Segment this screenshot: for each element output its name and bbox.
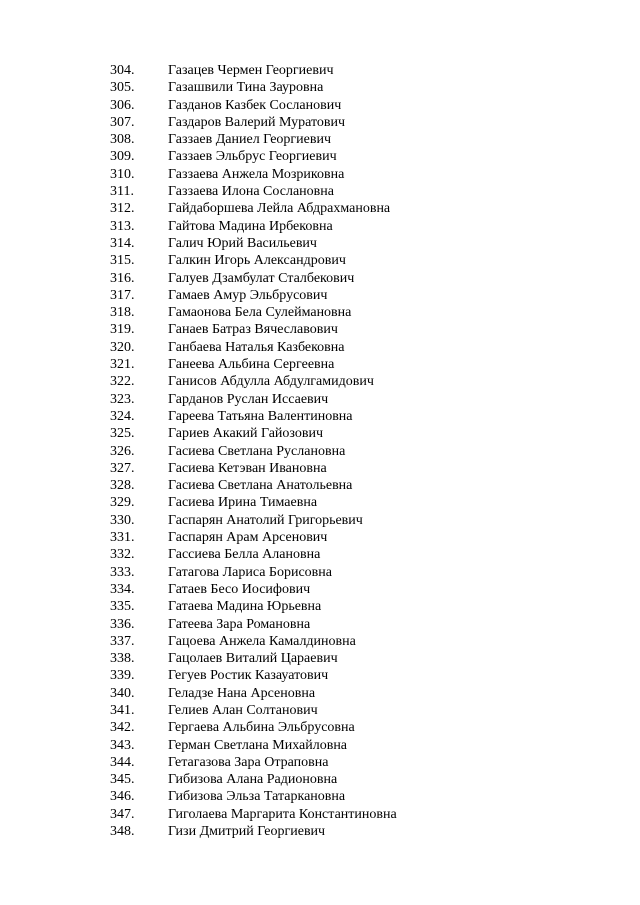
list-item-name: Ганбаева Наталья Казбековна [168, 339, 345, 355]
list-item-number: 333. [110, 564, 135, 580]
list-item-number: 348. [110, 824, 135, 840]
list-item-number: 317. [110, 287, 135, 303]
list-item-name: Галкин Игорь Александрович [168, 253, 346, 269]
list-item [110, 806, 397, 823]
list-item [110, 512, 397, 529]
list-item [110, 114, 397, 131]
list-item [110, 633, 397, 650]
list-item [110, 287, 397, 304]
list-item-number: 342. [110, 720, 135, 736]
list-item [110, 529, 397, 546]
list-item-number: 335. [110, 599, 135, 615]
list-item [110, 200, 397, 217]
list-item [110, 719, 397, 736]
list-item-number: 318. [110, 305, 135, 321]
list-item [110, 97, 397, 114]
list-item-name: Газданов Казбек Сосланович [168, 97, 342, 113]
list-item-number: 323. [110, 391, 135, 407]
list-item-name: Гамаонова Бела Сулеймановна [168, 305, 352, 321]
list-item-name: Газдаров Валерий Муратович [168, 114, 346, 130]
list-item-name: Газашвили Тина Зауровна [168, 80, 324, 96]
list-item-name: Гелиев Алан Солтанович [168, 702, 318, 718]
list-item-number: 329. [110, 495, 135, 511]
list-item [110, 788, 397, 805]
list-item-number: 306. [110, 97, 135, 113]
list-item-name: Гибизова Эльза Татаркановна [168, 789, 346, 805]
list-item-name: Гариев Акакий Гайозович [168, 426, 324, 442]
list-item-number: 336. [110, 616, 135, 632]
list-item-name: Ганисов Абдулла Абдулгамидович [168, 374, 374, 390]
list-item-name: Галич Юрий Васильевич [168, 235, 317, 251]
list-item-name: Гарданов Руслан Иссаевич [168, 391, 329, 407]
list-item-number: 313. [110, 218, 135, 234]
list-item [110, 339, 397, 356]
list-item-number: 326. [110, 443, 135, 459]
list-item-name: Гайдаборшева Лейла Абдрахмановна [168, 201, 391, 217]
list-item-number: 319. [110, 322, 135, 338]
list-item-number: 327. [110, 460, 135, 476]
list-item-number: 331. [110, 530, 135, 546]
list-item-name: Газзаев Эльбрус Георгиевич [168, 149, 337, 165]
list-item-name: Гареева Татьяна Валентиновна [168, 408, 353, 424]
list-item [110, 546, 397, 563]
list-item-name: Гатаева Мадина Юрьевна [168, 599, 322, 615]
list-item-number: 322. [110, 374, 135, 390]
list-item-name: Гасиева Светлана Анатольевна [168, 478, 353, 494]
list-item-number: 314. [110, 235, 135, 251]
list-item [110, 460, 397, 477]
list-item-name: Гаспарян Анатолий Григорьевич [168, 512, 363, 528]
list-item-name: Гибизова Алана Радионовна [168, 772, 338, 788]
list-item [110, 79, 397, 96]
list-item [110, 702, 397, 719]
list-item [110, 494, 397, 511]
list-item-name: Ганеева Альбина Сергеевна [168, 357, 335, 373]
list-item-name: Гассиева Белла Алановна [168, 547, 321, 563]
list-item-number: 309. [110, 149, 135, 165]
list-item-name: Гиголаева Маргарита Константиновна [168, 806, 397, 822]
list-item-number: 315. [110, 253, 135, 269]
list-item-name: Гегуев Ростик Казауатович [168, 668, 329, 684]
list-item-name: Гайтова Мадина Ирбековна [168, 218, 333, 234]
list-item [110, 737, 397, 754]
list-item-number: 341. [110, 702, 135, 718]
list-item-number: 328. [110, 478, 135, 494]
list-item [110, 823, 397, 840]
list-item-name: Газацев Чермен Георгиевич [168, 63, 334, 78]
list-item-name: Гаспарян Арам Арсенович [168, 530, 328, 546]
list-item-number: 339. [110, 668, 135, 684]
list-item-number: 338. [110, 651, 135, 667]
list-item-number: 320. [110, 339, 135, 355]
list-item [110, 754, 397, 771]
list-item-number: 324. [110, 408, 135, 424]
list-item-number: 311. [110, 184, 134, 200]
list-item [110, 252, 397, 269]
list-item-name: Гасиева Ирина Тимаевна [168, 495, 318, 511]
list-item-number: 343. [110, 737, 135, 753]
list-item [110, 650, 397, 667]
list-item-name: Гасиева Кетэван Ивановна [168, 460, 327, 476]
list-item [110, 581, 397, 598]
list-item [110, 218, 397, 235]
list-item-number: 316. [110, 270, 135, 286]
list-item [110, 235, 397, 252]
list-item-number: 340. [110, 685, 135, 701]
list-item-number: 305. [110, 80, 135, 96]
list-item [110, 598, 397, 615]
list-item-number: 337. [110, 633, 135, 649]
list-item [110, 667, 397, 684]
list-item-name: Гатагова Лариса Борисовна [168, 564, 332, 580]
list-item-number: 321. [110, 357, 135, 373]
list-item [110, 685, 397, 702]
list-item [110, 616, 397, 633]
list-item [110, 148, 397, 165]
list-item [110, 356, 397, 373]
list-item-name: Гергаева Альбина Эльбрусовна [168, 720, 355, 736]
list-item-number: 307. [110, 114, 135, 130]
list-item-number: 304. [110, 63, 135, 78]
list-item-name: Гамаев Амур Эльбрусович [168, 287, 328, 303]
list-item-name: Гатеева Зара Романовна [168, 616, 311, 632]
list-item-name: Галуев Дзамбулат Сталбекович [168, 270, 355, 286]
list-item-name: Гацолаев Виталий Цараевич [168, 651, 338, 667]
list-item [110, 477, 397, 494]
list-item [110, 425, 397, 442]
list-item-name: Газзаева Анжела Мозриковна [168, 166, 345, 182]
name-list [110, 62, 397, 840]
list-item-name: Гатаев Бесо Иосифович [168, 581, 311, 597]
list-item [110, 443, 397, 460]
list-item-number: 308. [110, 132, 135, 148]
list-item-number: 325. [110, 426, 135, 442]
list-item-number: 347. [110, 806, 135, 822]
list-item-number: 332. [110, 547, 135, 563]
list-item [110, 183, 397, 200]
list-item-number: 344. [110, 754, 135, 770]
list-item-name: Газзаева Илона Сослановна [168, 184, 334, 200]
list-item-name: Гизи Дмитрий Георгиевич [168, 824, 326, 840]
list-item [110, 408, 397, 425]
list-item-name: Ганаев Батраз Вячеславович [168, 322, 338, 338]
list-item-number: 312. [110, 201, 135, 217]
list-item [110, 166, 397, 183]
list-item-name: Газзаев Даниел Георгиевич [168, 132, 332, 148]
list-item-name: Геладзе Нана Арсеновна [168, 685, 316, 701]
list-item-name: Герман Светлана Михайловна [168, 737, 348, 753]
list-item [110, 321, 397, 338]
list-item [110, 62, 397, 79]
list-item [110, 771, 397, 788]
list-item [110, 391, 397, 408]
list-item-number: 346. [110, 789, 135, 805]
list-item [110, 564, 397, 581]
list-item [110, 270, 397, 287]
list-item-name: Гацоева Анжела Камалдиновна [168, 633, 356, 649]
list-item-number: 330. [110, 512, 135, 528]
list-item-number: 345. [110, 772, 135, 788]
list-item [110, 373, 397, 390]
list-item-number: 334. [110, 581, 135, 597]
list-item [110, 304, 397, 321]
list-item [110, 131, 397, 148]
list-item-name: Гасиева Светлана Руслановна [168, 443, 346, 459]
list-item-number: 310. [110, 166, 135, 182]
list-item-name: Гетагазова Зара Отраповна [168, 754, 329, 770]
